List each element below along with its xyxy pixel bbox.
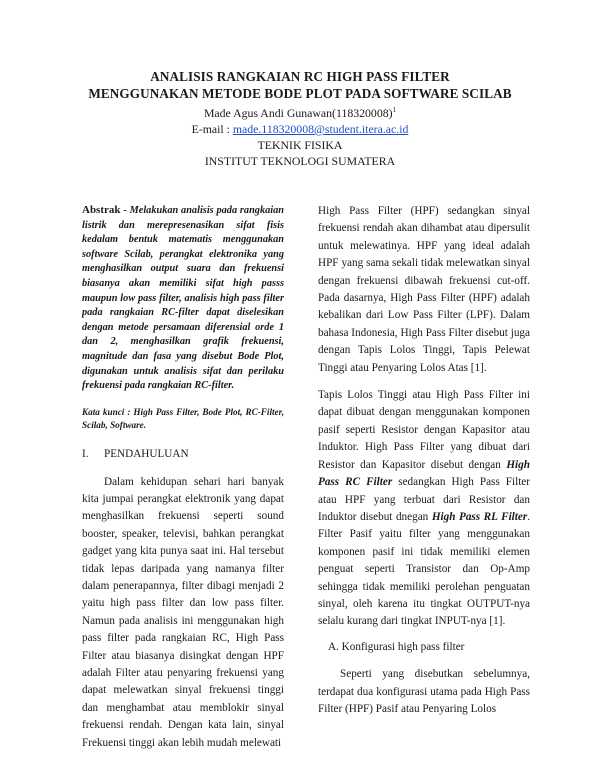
affiliation-mark: 1 [392,106,397,114]
para-text: Tapis Lolos Tinggi atau High Pass Filter ini dapat dibuat dengan menggunakan komponen pasif seperti Resistor dengan Kapasitor atau Induktor. High Pass Filter yang dibuat dari Resistor dan Kapasitor disebut dengan [318,389,530,471]
subsection-heading-konfigurasi: A. Konfigurasi high pass filter [328,640,465,653]
section-title: PENDAHULUAN [104,448,189,461]
paper-header [0,68,600,169]
keywords: Kata kunci : High Pass Filter, Bode Plot, RC-Filter, Scilab, Software. [82,406,284,430]
email-link[interactable]: made.118320008@student.itera.ac.id [232,121,409,136]
hpf-definition-paragraph: High Pass Filter (HPF) sedangkan sinyal frekuensi rendah akan dihambat atau dipersulit untuk melewatinya. HPF yang ideal adalah HPF yang sama sekali tidak melewatkan sinyal dengan frekuensi dibawah frekuensi cut-off. Pada dasarnya, High Pass Filter (HPF) adalah kebalikan dari Low Pass Filter (LPF). Dalam bahasa Indonesia, High Pass Filter disebut juga dengan Tapis Lolos Tinggi, Tapis Pelewat Tinggi atau Penyaring Lolos Atas [1]. [318,205,530,374]
author-name: Made Agus Andi Gunawan(118320008) [203,105,393,120]
abstract-label: Abstrak [82,204,121,216]
institution: INSTITUT TEKNOLOGI SUMATERA [204,153,396,168]
para-text: sedangkan High Pass Filter atau HPF yang terbuat dari Resistor dan Induktor disebut dnegan [318,476,530,523]
hpf-components-paragraph [318,387,530,631]
department: TEKNIK FISIKA [257,137,343,152]
section-heading-pendahuluan [82,446,284,463]
right-column [318,203,530,718]
email-line [0,121,600,137]
section-number: I. [82,448,89,461]
paper-title-line-2: MENGGUNAKAN METODE BODE PLOT PADA SOFTWARE SCILAB [88,86,512,101]
intro-paragraph: Dalam kehidupan sehari hari banyak kita jumpai perangkat elektronik yang dapat menghasilkan frekuensi seperti sound booster, speaker, televisi, bahkan perangkat gadget yang kita punya saat ini. Hal tersebut tidak lepas daripada yang namanya filter dalam penerapannya, filter dibagi menjadi 2 yaitu high pass filter dan low pass filter. Namun pada analisis ini menggunakan high pass filter pada rangkaian RC, High Pass Filter atau biasanya disingkat dengan HPF adalah Filter atau penyaring frekuensi yang dapat melewatkan sinyal frekuensi tinggi dan menghambat atau memblokir sinyal frekuensi rendah. Dengan kata lain, sinyal Frekuensi tinggi akan lebih mudah melewati [82,475,284,749]
left-column [82,203,284,752]
paper-title-line-1: ANALISIS RANGKAIAN RC HIGH PASS FILTER [150,69,450,84]
abstract [82,203,284,394]
configuration-paragraph: Seperti yang disebutkan sebelumnya, terdapat dua konfigurasi utama pada High Pass Filter (HPF) Pasif atau Penyaring Lolos [318,668,530,715]
email-label: E-mail : [191,121,233,136]
high-pass-rl-filter-term: High Pass RL Filter [431,510,528,523]
para-text: . Filter Pasif yaitu filter yang menggunakan komponen pasif ini tidak memiliki elemen penguat seperti Transistor dan Op-Amp sehingga tidak memiliki perolehan penguatan sinyal, oleh karena itu tingkat OUTPUT-nya selalu kurang dari tingkat INPUT-nya [1]. [318,510,531,628]
author-line [0,102,600,121]
abstract-text: - Melakukan analisis pada rangkaian listrik dan merepresenasikan sifat fisis kedalam bentuk matematis menggunakan software Scilab, perangkat elektronika yang menghasilkan output suara dan frekuensi biasanya akan memiliki sifat high passs maupun low pass filter, analisis high pass filter pada rangkaian RC-filter dapat diselesikan dengan metode persamaan diferensial orde 1 dan 2, menghasilkan grafik frekuensi, magnitude dan fasa yang disebut Bode Plot, digunakan untuk analisis sifat dan perilaku frekuensi pada rangkaian RC-filter. [82,205,284,392]
high-pass-rc-filter-term: High Pass RC Filter [318,458,530,489]
